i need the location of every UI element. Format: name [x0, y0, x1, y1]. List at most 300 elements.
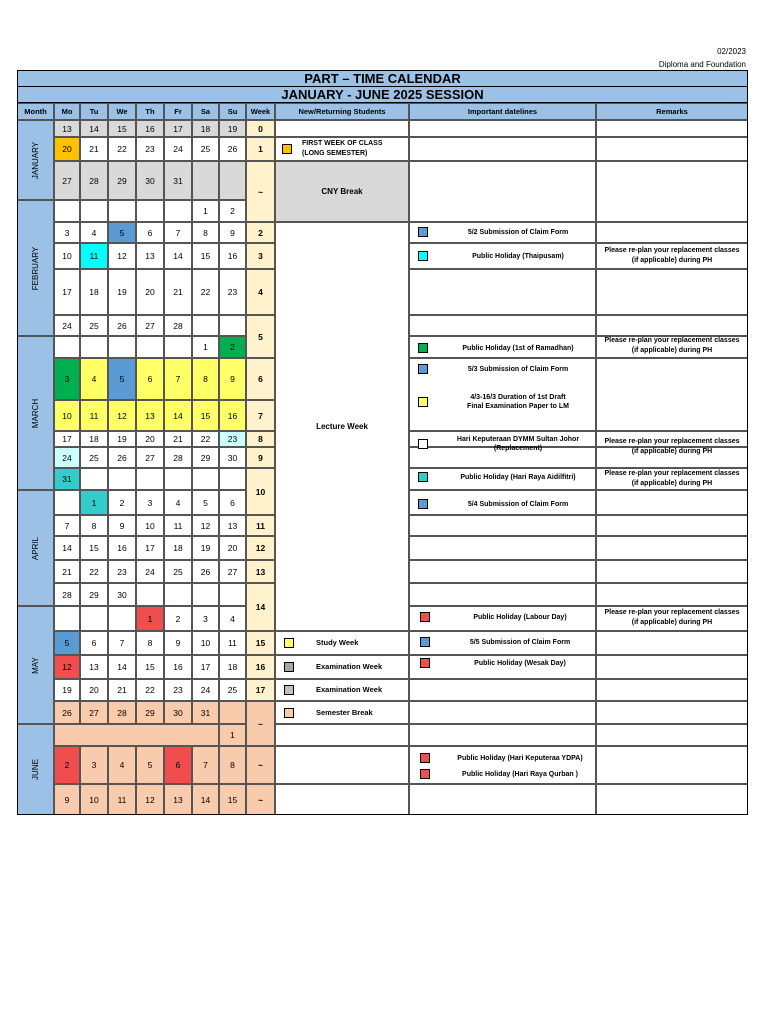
week-number: 15 — [246, 631, 275, 655]
remarks-cell — [596, 515, 748, 536]
day-cell: 5 — [192, 490, 219, 515]
day-cell: 22 — [136, 679, 164, 701]
legend-square — [284, 662, 294, 672]
labour-day-event — [420, 612, 600, 622]
department-label: Diploma and Foundation — [658, 60, 746, 69]
week-number: 3 — [246, 243, 275, 269]
month-name: MAY — [31, 656, 40, 674]
month-name: MARCH — [31, 398, 40, 428]
qurban-event — [420, 769, 600, 779]
may-claim-event — [420, 637, 600, 647]
day-cell: 21 — [54, 560, 80, 583]
day-cell: 17 — [164, 120, 192, 137]
thaipusam-event-text: Public Holiday (Thaipusam) — [472, 252, 564, 260]
day-cell: 28 — [164, 315, 192, 336]
day-cell: 14 — [164, 400, 192, 431]
day-cell: 14 — [80, 120, 108, 137]
lecture-week-cell — [275, 222, 409, 631]
legend-square — [418, 227, 428, 237]
doc-code: 02/2023 — [717, 47, 746, 56]
day-cell: 13 — [219, 515, 246, 536]
day-cell: 25 — [80, 315, 108, 336]
day-cell: 24 — [192, 679, 219, 701]
day-cell: 16 — [219, 243, 246, 269]
day-cell — [192, 583, 219, 606]
remark-text: Please re-plan your replacement classes (if applicable) during PH — [604, 337, 740, 354]
day-cell: 24 — [54, 315, 80, 336]
datelines-cell — [409, 120, 596, 137]
day-cell — [136, 468, 164, 490]
day-cell: 5 — [108, 358, 136, 400]
header-month: Month — [17, 103, 54, 120]
day-cell — [108, 468, 136, 490]
week-number: 4 — [246, 269, 275, 315]
day-cell: 25 — [192, 137, 219, 161]
remarks-cell — [596, 315, 748, 336]
day-cell: 25 — [219, 679, 246, 701]
day-cell — [80, 336, 108, 358]
day-cell: 21 — [164, 269, 192, 315]
datelines-cell — [409, 137, 596, 161]
day-cell: 7 — [108, 631, 136, 655]
remarks-cell — [596, 724, 748, 746]
day-cell: 10 — [54, 243, 80, 269]
day-cell: 17 — [54, 269, 80, 315]
day-cell — [80, 468, 108, 490]
day-cell: 19 — [219, 120, 246, 137]
day-cell: 6 — [136, 222, 164, 243]
day-cell: 10 — [80, 784, 108, 815]
day-cell — [219, 701, 246, 724]
thaipusam-event — [418, 251, 598, 261]
cny-break-cell — [275, 161, 409, 222]
week-number: 14 — [246, 583, 275, 631]
day-cell: 28 — [108, 701, 136, 724]
day-cell: 16 — [164, 655, 192, 679]
day-cell: 4 — [80, 222, 108, 243]
month-name: JANUARY — [31, 141, 41, 179]
day-cell: 22 — [192, 431, 219, 447]
remark-text: Please re-plan your replacement classes (if applicable) during PH — [604, 438, 740, 455]
day-cell: 12 — [108, 400, 136, 431]
week-number: 5 — [246, 315, 275, 358]
remark-text: Please re-plan your replacement classes (if applicable) during PH — [604, 470, 740, 487]
datelines-cell — [409, 161, 596, 222]
day-cell: 3 — [54, 358, 80, 400]
header-su: Su — [219, 103, 246, 120]
day-cell: 13 — [80, 655, 108, 679]
day-cell: 15 — [108, 120, 136, 137]
week-number: ~ — [246, 746, 275, 784]
day-cell — [164, 583, 192, 606]
week-number: 17 — [246, 679, 275, 701]
remarks-cell — [596, 358, 748, 431]
day-cell: 12 — [108, 243, 136, 269]
day-cell: 19 — [192, 536, 219, 560]
remark-text: Please re-plan your replacement classes (if applicable) during PH — [604, 609, 740, 626]
day-cell: 16 — [136, 120, 164, 137]
day-cell: 25 — [164, 560, 192, 583]
day-cell — [54, 490, 80, 515]
wesak-event-text: Public Holiday (Wesak Day) — [474, 659, 566, 667]
day-cell: 3 — [136, 490, 164, 515]
legend-square — [420, 637, 430, 647]
header-week: Week — [246, 103, 275, 120]
datelines-cell — [409, 536, 596, 560]
day-cell: 24 — [164, 137, 192, 161]
remarks-cell — [596, 655, 748, 679]
month-apr-label — [17, 490, 54, 606]
day-cell — [192, 315, 219, 336]
day-cell: 5 — [108, 222, 136, 243]
day-cell: 9 — [219, 222, 246, 243]
day-cell: 4 — [164, 490, 192, 515]
day-cell: 26 — [192, 560, 219, 583]
day-cell: 11 — [80, 243, 108, 269]
day-cell: 29 — [136, 701, 164, 724]
draft-exam-event — [418, 393, 598, 411]
day-cell: 19 — [54, 679, 80, 701]
day-cell: 7 — [54, 515, 80, 536]
day-cell — [164, 336, 192, 358]
day-cell: 14 — [108, 655, 136, 679]
day-cell: 31 — [164, 161, 192, 200]
day-cell: 23 — [219, 269, 246, 315]
remarks-cell — [596, 269, 748, 315]
day-cell: 4 — [219, 606, 246, 631]
legend-square — [282, 144, 292, 154]
header-dates: Important datelines — [409, 103, 596, 120]
feb-claim-event — [418, 227, 598, 237]
header-th: Th — [136, 103, 164, 120]
day-cell — [192, 468, 219, 490]
day-cell — [136, 583, 164, 606]
remarks-cell — [596, 222, 748, 243]
remarks-cell — [596, 536, 748, 560]
students-empty — [275, 724, 409, 746]
header-fr: Fr — [164, 103, 192, 120]
day-cell: 23 — [164, 679, 192, 701]
month-may-label — [17, 606, 54, 724]
exam2-label: Examination Week — [316, 685, 383, 694]
month-name: APRIL — [31, 536, 40, 560]
day-cell: 12 — [54, 655, 80, 679]
legend-square — [418, 397, 428, 407]
week-number: 8 — [246, 431, 275, 447]
legend-square — [284, 708, 294, 718]
day-cell: 20 — [54, 137, 80, 161]
day-cell: 22 — [192, 269, 219, 315]
day-cell: 13 — [136, 400, 164, 431]
day-cell: 6 — [164, 746, 192, 784]
day-cell: 13 — [54, 120, 80, 137]
legend-square — [418, 364, 428, 374]
month-mar-label — [17, 336, 54, 490]
day-cell — [108, 606, 136, 631]
ramadhan-event — [418, 343, 598, 353]
semester-break-block — [54, 724, 219, 746]
datelines-cell — [409, 560, 596, 583]
day-cell: 15 — [192, 243, 219, 269]
first-week-cell — [275, 137, 409, 161]
day-cell: 26 — [108, 315, 136, 336]
remarks-cell — [596, 784, 748, 815]
day-cell: 14 — [54, 536, 80, 560]
session-title: JANUARY - JUNE 2025 SESSION — [17, 86, 748, 103]
students-sem_break-cell — [275, 701, 409, 724]
legend-square — [418, 499, 428, 509]
day-cell: 15 — [219, 784, 246, 815]
day-cell: 17 — [54, 431, 80, 447]
day-cell: 24 — [136, 560, 164, 583]
day-cell — [219, 161, 246, 200]
calendar-title: PART – TIME CALENDAR — [17, 70, 748, 87]
legend-square — [418, 472, 428, 482]
day-cell: 12 — [136, 784, 164, 815]
month-feb-label — [17, 200, 54, 336]
day-cell: 2 — [108, 490, 136, 515]
feb-claim-event-text: 5/2 Submission of Claim Form — [467, 228, 569, 236]
exam1-label: Examination Week — [316, 662, 383, 671]
day-cell: 9 — [108, 515, 136, 536]
day-cell: 13 — [164, 784, 192, 815]
day-cell: 22 — [108, 137, 136, 161]
datelines-cell — [409, 515, 596, 536]
day-cell — [54, 336, 80, 358]
day-cell — [80, 200, 108, 222]
day-cell: 12 — [192, 515, 219, 536]
day-cell: 5 — [54, 631, 80, 655]
header-we: We — [108, 103, 136, 120]
day-cell: 26 — [54, 701, 80, 724]
remarks-cell — [596, 161, 748, 222]
day-cell — [164, 468, 192, 490]
day-cell: 22 — [80, 560, 108, 583]
day-cell: 11 — [164, 515, 192, 536]
datelines-cell — [409, 724, 596, 746]
students-empty — [275, 746, 409, 784]
remarks-cell — [596, 137, 748, 161]
day-cell: 7 — [164, 222, 192, 243]
day-cell: 8 — [80, 515, 108, 536]
day-cell: 15 — [192, 400, 219, 431]
day-cell: 29 — [108, 161, 136, 200]
day-cell: 29 — [80, 583, 108, 606]
day-cell: 27 — [136, 447, 164, 468]
ydpa-event-text: Public Holiday (Hari Keputeraa YDPA) — [457, 754, 583, 762]
remarks-cell — [596, 679, 748, 701]
labour-day-event-text: Public Holiday (Labour Day) — [473, 613, 567, 621]
day-cell: 20 — [80, 679, 108, 701]
day-cell: 16 — [219, 400, 246, 431]
day-cell: 21 — [164, 431, 192, 447]
remarks-cell — [596, 701, 748, 724]
legend-square — [420, 769, 430, 779]
day-cell: 30 — [136, 161, 164, 200]
datelines-cell — [409, 315, 596, 336]
day-cell: 7 — [192, 746, 219, 784]
day-cell: 8 — [192, 358, 219, 400]
datelines-cell — [409, 269, 596, 315]
datelines-cell — [409, 679, 596, 701]
week-number: 12 — [246, 536, 275, 560]
day-cell: 1 — [192, 336, 219, 358]
mar-claim-event — [418, 364, 598, 374]
qurban-event-text: Public Holiday (Hari Raya Qurban ) — [462, 770, 578, 778]
month-name: FEBRUARY — [31, 246, 41, 290]
aidilfitri-event-text: Public Holiday (Hari Raya Aidilfitri) — [460, 473, 576, 481]
day-cell: 4 — [108, 746, 136, 784]
day-cell: 20 — [219, 536, 246, 560]
day-cell: 5 — [136, 746, 164, 784]
week-number: ~ — [246, 161, 275, 222]
day-cell: 21 — [108, 679, 136, 701]
day-cell: 6 — [80, 631, 108, 655]
sultan-event-text: Hari Keputeraan DYMM Sultan Johor (Replacement) — [456, 436, 580, 452]
day-cell: 27 — [219, 560, 246, 583]
legend-square — [284, 638, 294, 648]
apr-claim-event — [418, 499, 598, 509]
day-cell: 9 — [54, 784, 80, 815]
day-cell: 4 — [80, 358, 108, 400]
day-cell: 23 — [108, 560, 136, 583]
sem_break-label: Semester Break — [316, 707, 373, 717]
week-number: ~ — [246, 701, 275, 746]
aidilfitri-event — [418, 472, 598, 482]
day-cell: 30 — [164, 701, 192, 724]
day-cell: 10 — [192, 631, 219, 655]
day-cell: 10 — [54, 400, 80, 431]
students-empty — [275, 784, 409, 815]
legend-square — [418, 343, 428, 353]
day-cell: 18 — [164, 536, 192, 560]
day-cell: 3 — [80, 746, 108, 784]
day-cell: 19 — [108, 431, 136, 447]
day-cell: 6 — [219, 490, 246, 515]
legend-square — [418, 251, 428, 261]
remarks-cell — [596, 583, 748, 606]
cny-break-label: CNY Break — [321, 186, 363, 196]
day-cell — [80, 606, 108, 631]
day-cell: 3 — [192, 606, 219, 631]
day-cell — [219, 583, 246, 606]
ramadhan-event-text: Public Holiday (1st of Ramadhan) — [462, 344, 574, 352]
month-jun-label — [17, 724, 54, 815]
day-cell: 28 — [54, 583, 80, 606]
students-study-cell — [275, 631, 409, 655]
day-cell: 18 — [80, 431, 108, 447]
day-cell: 18 — [192, 120, 219, 137]
day-cell — [192, 161, 219, 200]
day-cell: 21 — [80, 137, 108, 161]
mar-claim-event-text: 5/3 Submission of Claim Form — [467, 365, 569, 373]
students-exam2-cell — [275, 679, 409, 701]
remarks-cell — [596, 631, 748, 655]
week-number: ~ — [246, 784, 275, 815]
legend-square — [420, 658, 430, 668]
day-cell: 30 — [219, 447, 246, 468]
week-number: 9 — [246, 447, 275, 468]
header-students: New/Returning Students — [275, 103, 409, 120]
remarks-cell — [596, 560, 748, 583]
day-cell — [219, 468, 246, 490]
week-number: 7 — [246, 400, 275, 431]
day-cell: 11 — [108, 784, 136, 815]
week-number: 2 — [246, 222, 275, 243]
day-cell: 29 — [192, 447, 219, 468]
legend-square — [284, 685, 294, 695]
day-cell: 30 — [108, 583, 136, 606]
day-cell: 7 — [164, 358, 192, 400]
day-cell: 1 — [136, 606, 164, 631]
remarks-cell — [596, 490, 748, 515]
apr-claim-event-text: 5/4 Submission of Claim Form — [467, 500, 569, 508]
day-cell: 19 — [108, 269, 136, 315]
datelines-cell — [409, 784, 596, 815]
day-cell: 31 — [54, 468, 80, 490]
day-cell: 26 — [219, 137, 246, 161]
week-number: 6 — [246, 358, 275, 400]
students-exam1-cell — [275, 655, 409, 679]
day-cell: 3 — [54, 222, 80, 243]
remarks-cell — [596, 746, 748, 784]
day-cell — [54, 200, 80, 222]
week-number: 1 — [246, 137, 275, 161]
day-cell: 8 — [136, 631, 164, 655]
week-number: 16 — [246, 655, 275, 679]
week-number: 11 — [246, 515, 275, 536]
day-cell: 11 — [219, 631, 246, 655]
day-cell: 17 — [136, 536, 164, 560]
day-cell: 27 — [136, 315, 164, 336]
day-cell: 27 — [80, 701, 108, 724]
day-cell: 2 — [164, 606, 192, 631]
first-week-label: FIRST WEEK OF CLASS (LONG SEMESTER) — [302, 140, 383, 157]
day-cell: 2 — [219, 200, 246, 222]
day-cell: 10 — [136, 515, 164, 536]
day-cell: 23 — [136, 137, 164, 161]
day-cell: 9 — [164, 631, 192, 655]
day-cell: 28 — [164, 447, 192, 468]
legend-square — [420, 612, 430, 622]
day-cell: 8 — [192, 222, 219, 243]
day-cell: 15 — [136, 655, 164, 679]
day-cell: 9 — [219, 358, 246, 400]
header-mo: Mo — [54, 103, 80, 120]
draft-exam-event-text: 4/3-16/3 Duration of 1st Draft Final Examination Paper to LM — [467, 394, 569, 410]
day-cell: 25 — [80, 447, 108, 468]
day-cell: 1 — [219, 724, 246, 746]
legend-square — [418, 439, 428, 449]
ydpa-event — [420, 753, 600, 763]
day-cell: 13 — [136, 243, 164, 269]
legend-square — [420, 753, 430, 763]
day-cell — [136, 200, 164, 222]
header-remarks: Remarks — [596, 103, 748, 120]
datelines-cell — [409, 583, 596, 606]
day-cell: 20 — [136, 269, 164, 315]
study-label: Study Week — [316, 638, 359, 647]
day-cell — [164, 200, 192, 222]
day-cell: 14 — [164, 243, 192, 269]
datelines-cell — [409, 701, 596, 724]
header-tu: Tu — [80, 103, 108, 120]
day-cell: 16 — [108, 536, 136, 560]
day-cell — [136, 336, 164, 358]
header-sa: Sa — [192, 103, 219, 120]
week-number: 10 — [246, 468, 275, 515]
day-cell: 26 — [108, 447, 136, 468]
